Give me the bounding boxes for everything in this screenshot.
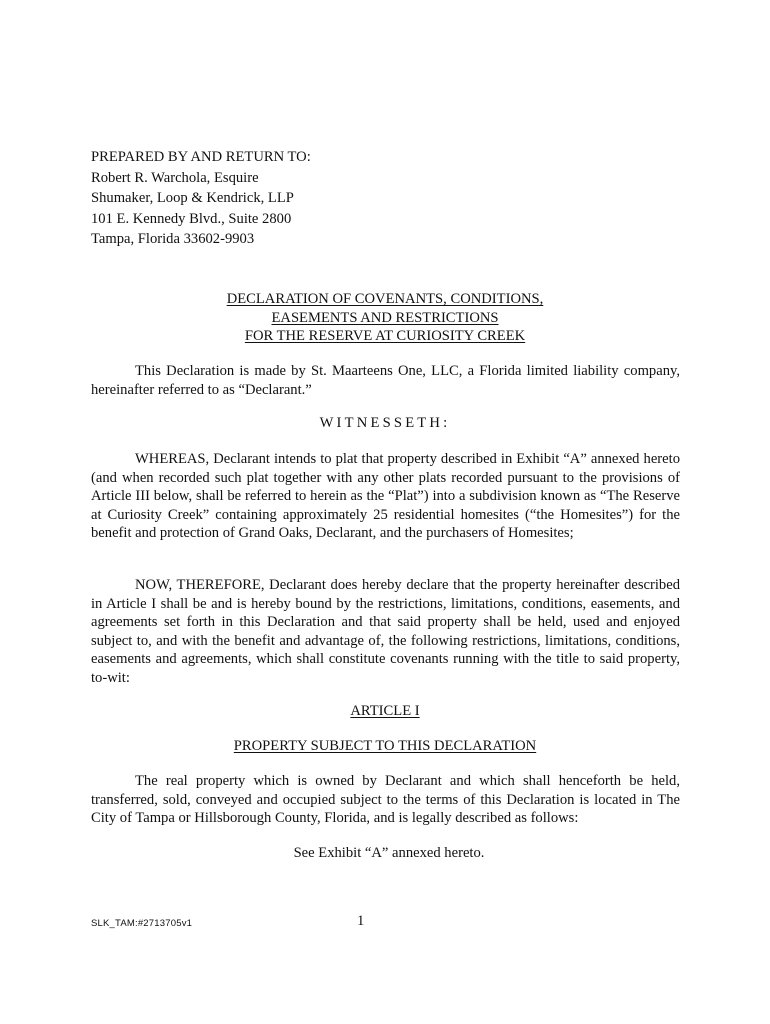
witnesseth-heading xyxy=(91,414,679,433)
title-line-1: DECLARATION OF COVENANTS, CONDITIONS, xyxy=(226,291,544,307)
document-title xyxy=(91,290,679,346)
title-line-2: EASEMENTS AND RESTRICTIONS xyxy=(271,309,499,326)
street-address: 101 E. Kennedy Blvd., Suite 2800 xyxy=(91,210,292,227)
return-address-block xyxy=(91,147,311,250)
exhibit-reference-text: See Exhibit “A” annexed hereto. xyxy=(293,845,485,861)
witnesseth-text: WITNESSETH: xyxy=(319,415,451,431)
article-number-line xyxy=(91,702,679,721)
city-state-zip: Tampa, Florida 33602-9903 xyxy=(91,231,255,247)
exhibit-reference xyxy=(95,844,683,863)
article-paragraph: The real property which is owned by Declarant and which shall henceforth be held, transferred, sold, conveyed and occupied subject to the terms of this Declaration is located in The City of Tampa or Hillsborough County, Florida, and is legally described as follows: xyxy=(91,773,680,827)
now-therefore-paragraph: NOW, THEREFORE, Declarant does hereby declare that the property hereinafter described in Article I shall be and is hereby bound by the restrictions, limitations, conditions, easements, and agreements set forth in this Declaration and that said property shall be held, used and enjoyed subject to, and with the benefit and advantage of, the following restrictions, limitations, conditions, easements and agreements, which shall constitute covenants running with the title to said property, to-wit: xyxy=(91,577,680,686)
intro-paragraph: This Declaration is made by St. Maarteens One, LLC, a Florida limited liability company, hereinafter referred to as “Declarant.” xyxy=(91,363,680,398)
article-heading-line xyxy=(91,737,679,756)
page-number: 1 xyxy=(357,913,365,929)
attorney-name: Robert R. Warchola, Esquire xyxy=(91,169,259,186)
return-heading: PREPARED BY AND RETURN TO: xyxy=(91,149,311,165)
article-heading: PROPERTY SUBJECT TO THIS DECLARATION xyxy=(233,738,537,754)
article-number: ARTICLE I xyxy=(350,703,420,719)
whereas-paragraph: WHEREAS, Declarant intends to plat that property described in Exhibit “A” annexed hereto (and when recorded such plat together with any other plats recorded pursuant to the provisions of Article III below, shall be referred to herein as the “Plat”) into a subdivision known as “The Reserve at Curiosity Creek” containing approximately 25 residential homesites (“the Homesites”) for the benefit and protection of Grand Oaks, Declarant, and the purchasers of Homesites; xyxy=(91,451,680,542)
document-id: SLK_TAM:#2713705v1 xyxy=(91,918,193,929)
title-line-3: FOR THE RESERVE AT CURIOSITY CREEK xyxy=(244,328,526,344)
law-firm-name: Shumaker, Loop & Kendrick, LLP xyxy=(91,190,294,206)
